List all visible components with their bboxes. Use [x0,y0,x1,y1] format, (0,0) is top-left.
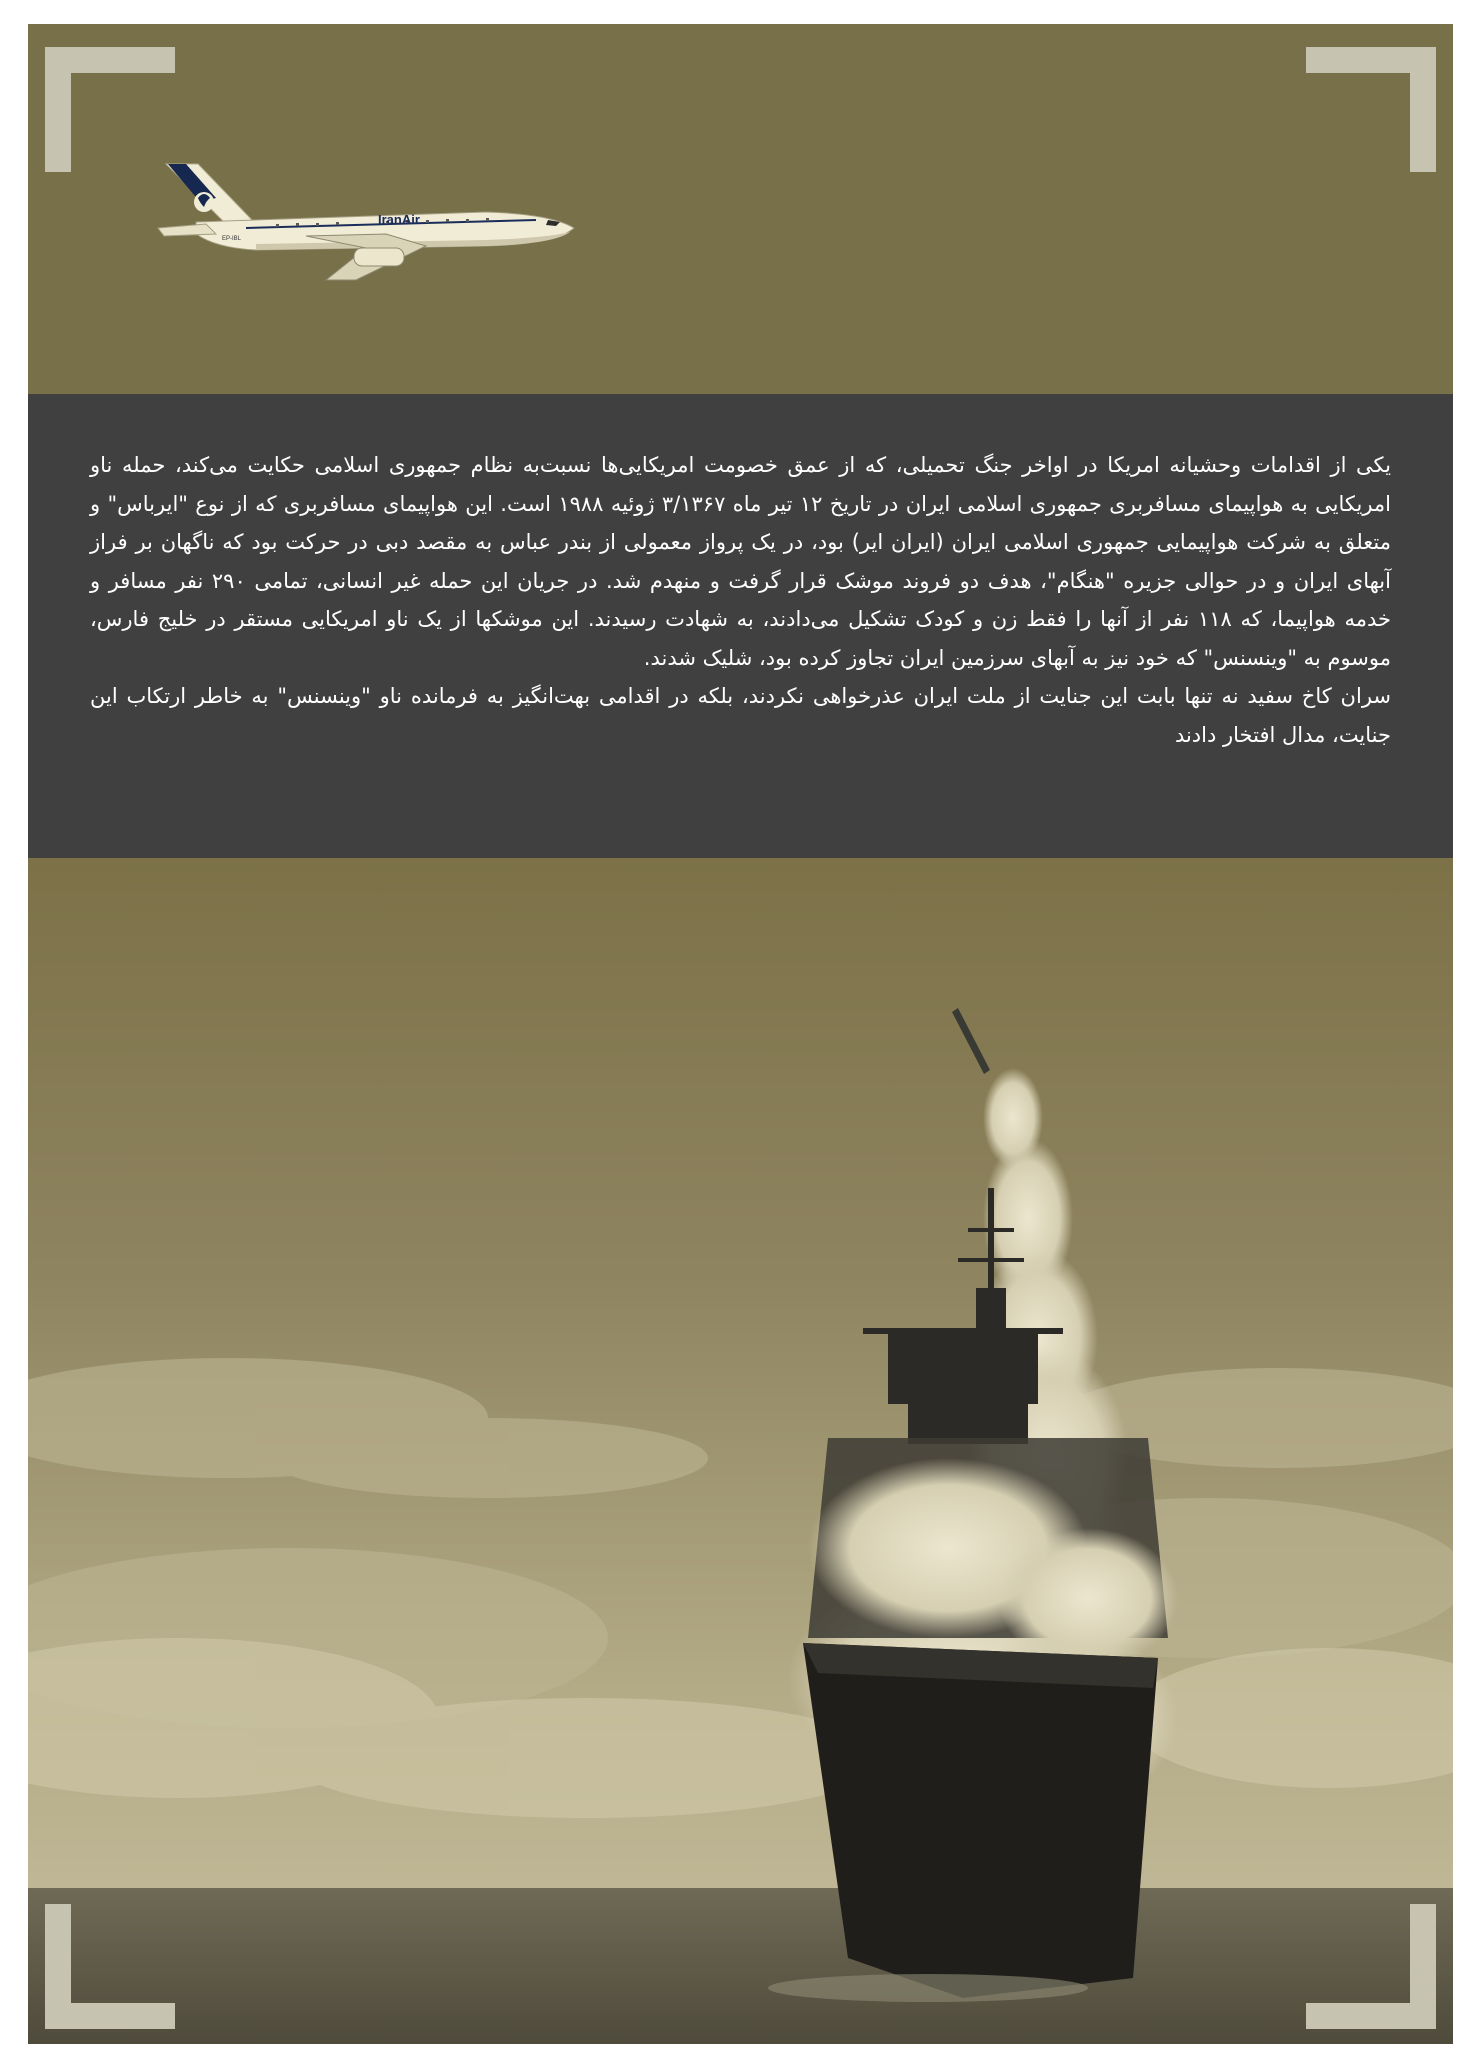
corner-bracket-top-right [1306,47,1436,172]
airline-logo-text: IranAir [378,212,420,227]
warship-missile-launch-photo [28,858,1453,2044]
corner-bracket-top-left [45,47,175,172]
corner-bracket-bottom-right [1306,1904,1436,2029]
top-banner [28,24,1453,394]
article-paragraph: یکی از اقدامات وحشیانه امریکا در اواخر جنگ تحمیلی، که از عمق خصومت امریکایی‌ها نسبت‌به نظام جمهوری اسلامی حکایت می‌کند، حمله ناو امریکایی به هواپیمای مسافربری جمهوری اسلامی ایران در تاریخ ۱۲ تیر ماه ۳/۱۳۶۷ ژوئیه ۱۹۸۸ است. این هواپیمای مسافربری که از نوع "ایرباس" و متعلق به شرکت هواپیمایی جمهوری اسلامی ایران (ایران ایر) بود، در یک پرواز معمولی از بندر عباس به مقصد دبی در حرکت بود که ناگهان بر فراز آبهای ایران و در حوالی جزیره "هنگام"، هدف دو فروند موشک قرار گرفت و منهدم شد. در جریان این حمله غیر انسانی، تمامی ۲۹۰ نفر مسافر و خدمه هواپیما، که ۱۱۸ نفر از آنها را فقط زن و کودک تشکیل می‌دادند، به شهادت رسیدند. این موشکها از یک ناو امریکایی مستقر در خلیج فارس، موسوم به "وینسنس" که خود نیز به آبهای سرزمین ایران تجاوز کرده بود، شلیک شدند. [90,453,1391,670]
article-paragraph: سران کاخ سفید نه تنها بابت این جنایت از ملت ایران عذرخواهی نکردند، بلکه در اقدامی بهت‌انگیز به فرمانده ناو "وینسنس" به خاطر ارتکاب این جنایت، مدال افتخار دادند [90,684,1391,747]
corner-bracket-bottom-left [45,1904,175,2029]
airplane-icon [156,162,576,292]
poster-frame [28,24,1453,2044]
article-band [28,394,1453,858]
article-text [90,446,1391,754]
registration-mark: EP-IBL [222,236,242,242]
